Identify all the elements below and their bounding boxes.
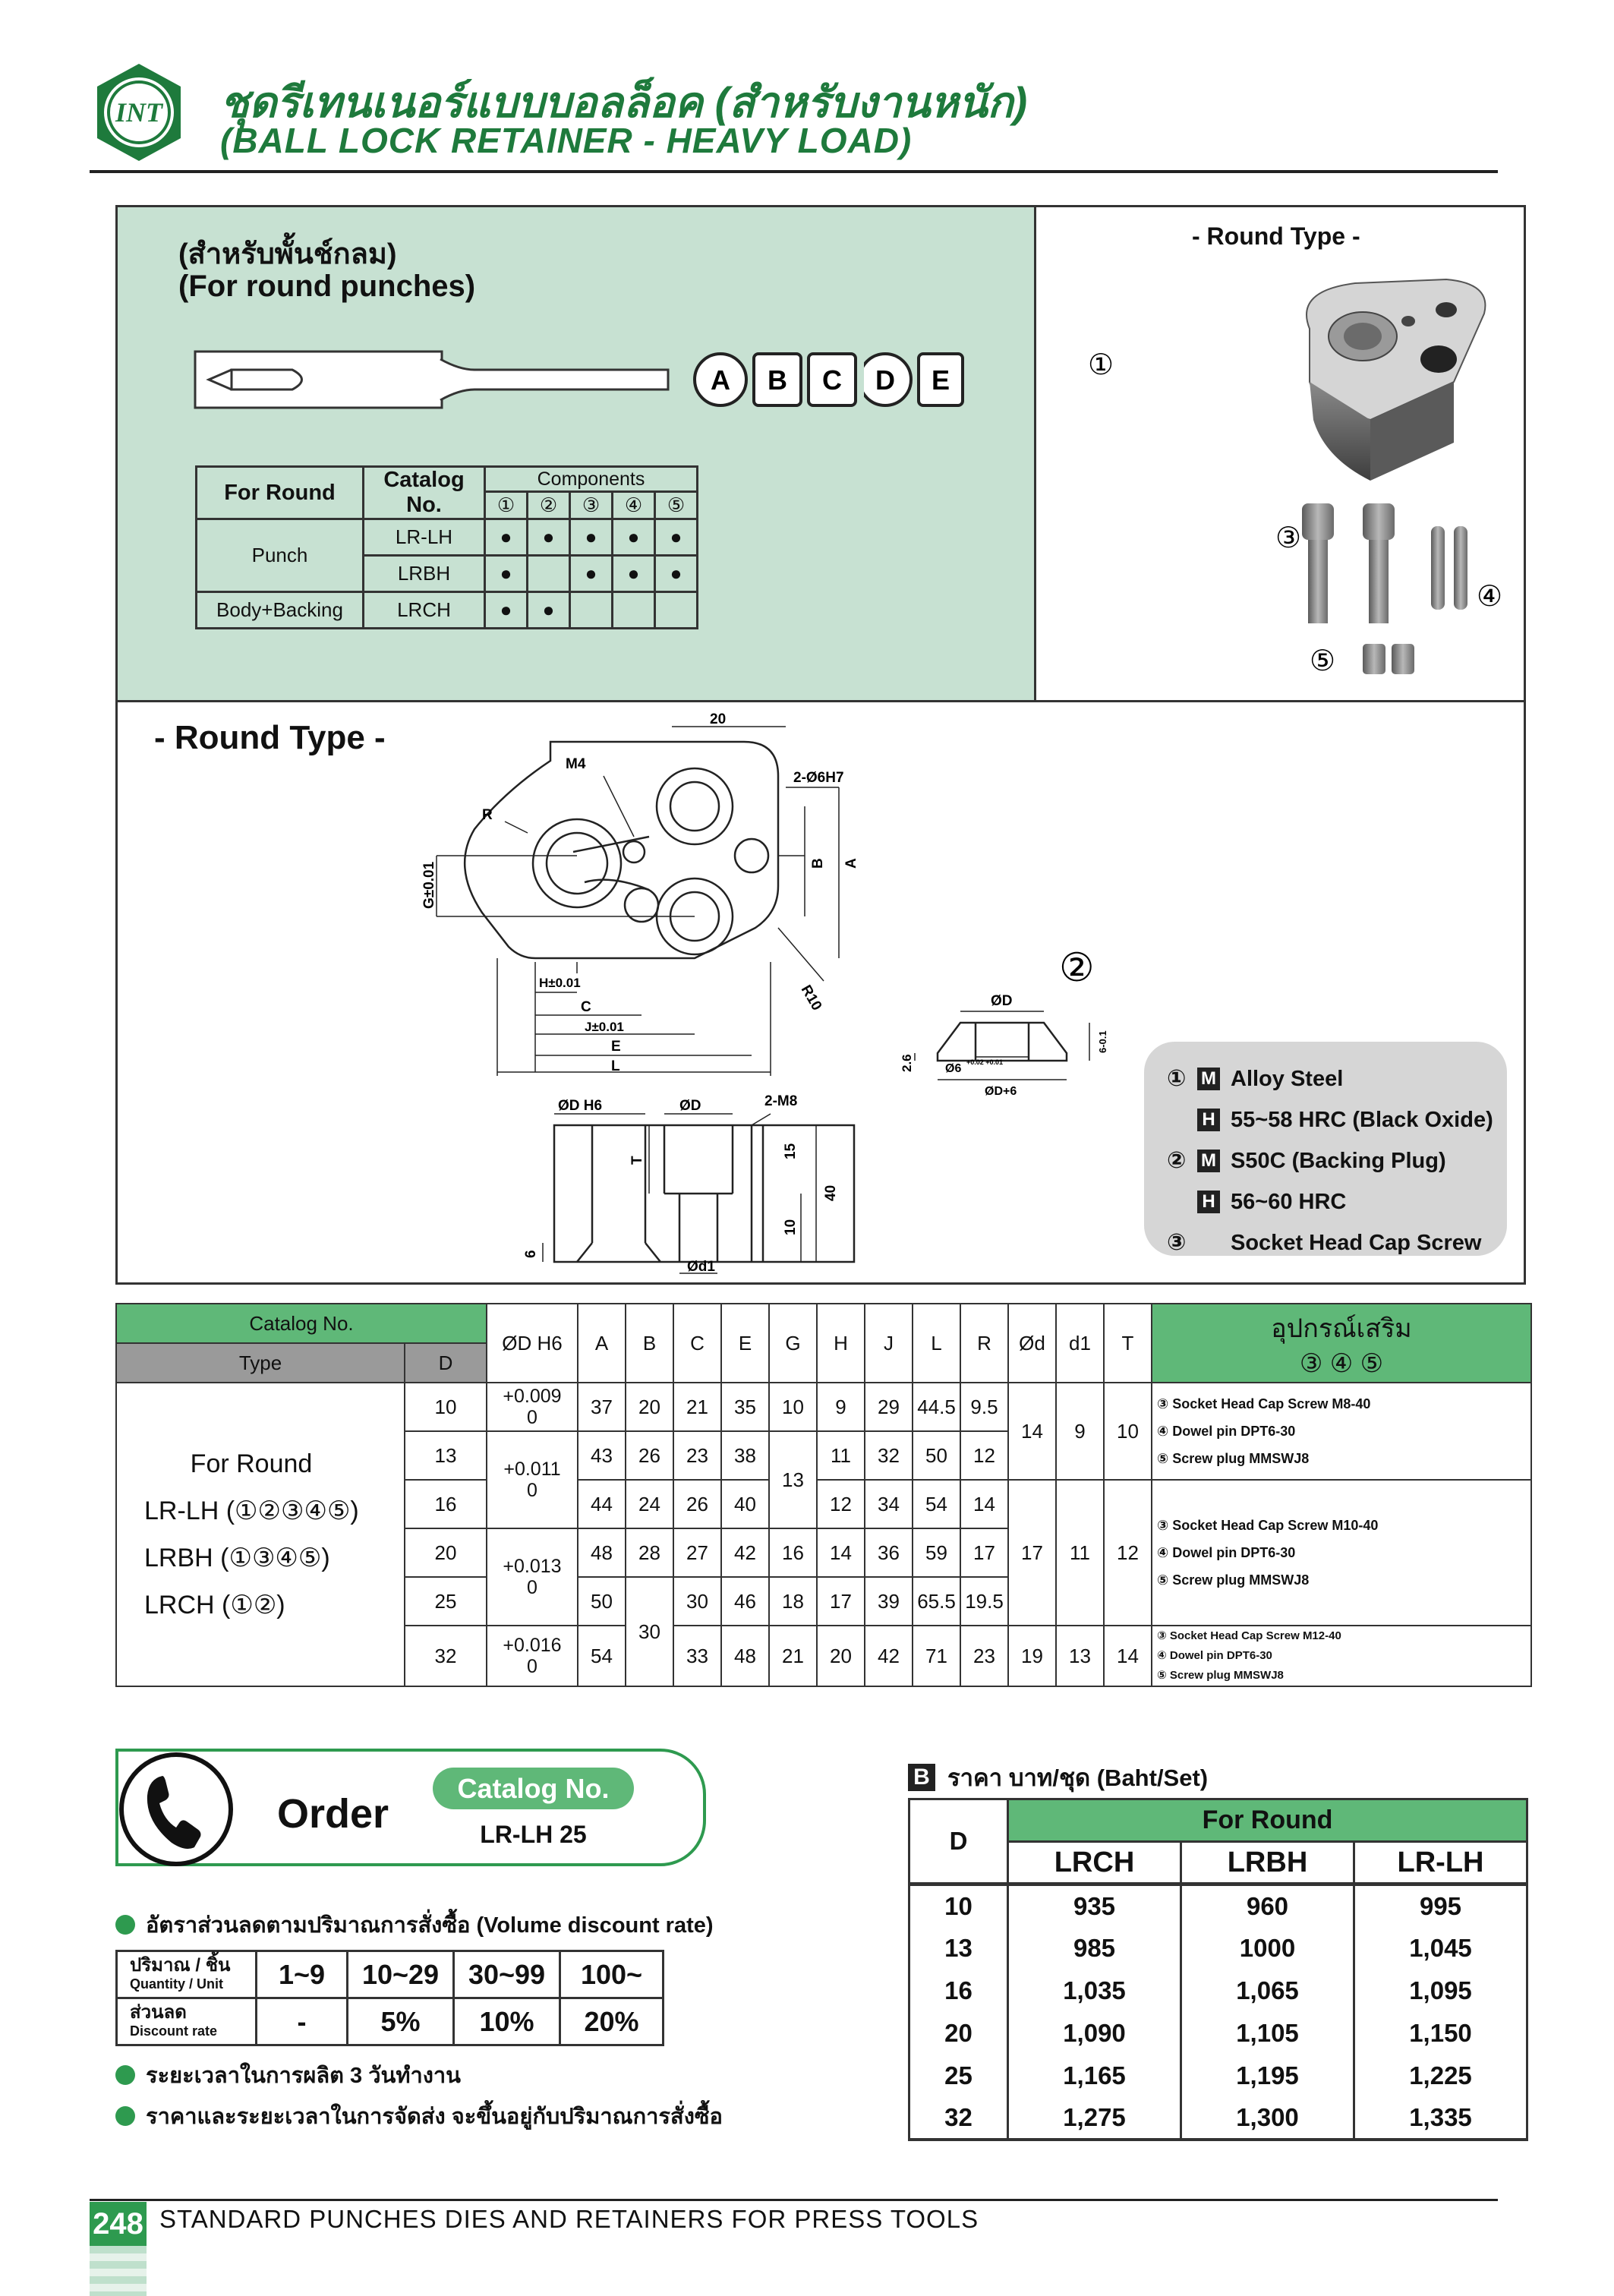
tol-upper: +0.016: [503, 1635, 562, 1656]
cell-j: 29: [865, 1383, 913, 1431]
bullet-dot: [115, 2065, 135, 2085]
cell-h: 12: [817, 1480, 865, 1528]
label-o6: Ø6: [945, 1062, 962, 1075]
mark: [655, 592, 698, 629]
spec-h-j: J: [865, 1304, 913, 1383]
price-cell: 1,035: [1008, 1970, 1181, 2012]
comp-num: ③: [570, 492, 613, 519]
cell-g: 10: [769, 1383, 817, 1431]
cell-d: 25: [405, 1577, 487, 1626]
components-table: [195, 465, 698, 629]
catalog-example: LR-LH 25: [480, 1821, 587, 1848]
price-d: 16: [909, 1970, 1008, 2012]
cell-h: 9: [817, 1383, 865, 1431]
catalog-cell: LRBH: [364, 556, 485, 592]
cell-h: 17: [817, 1577, 865, 1626]
spec-h-type: Type: [116, 1343, 405, 1383]
part-5-number: ⑤: [1310, 645, 1336, 677]
discount-table: [115, 1950, 664, 2046]
discount-title-text: อัตราส่วนลดตามปริมาณการสั่งซื้อ (Volume discount rate): [146, 1913, 714, 1938]
mark: ●: [570, 519, 613, 556]
spec-h-accessories: [1152, 1304, 1531, 1383]
cell-g: 21: [769, 1626, 817, 1686]
price-row: [909, 1970, 1527, 2012]
price-d: 25: [909, 2055, 1008, 2097]
cell-h: 20: [817, 1626, 865, 1686]
legend-num: ③: [1167, 1230, 1187, 1255]
price-row: [909, 1927, 1527, 1970]
label-od1: Ød1: [687, 1259, 715, 1275]
legend-text: 55~58 HRC (Black Oxide): [1231, 1108, 1493, 1132]
letter-b: B: [768, 364, 787, 396]
tol-lower: 0: [527, 1577, 537, 1598]
cell-d1: 9: [1056, 1383, 1104, 1480]
drawing-panel: [115, 700, 1526, 1285]
socket-screws: [1302, 503, 1395, 623]
mark: ●: [570, 556, 613, 592]
price-cell: 1000: [1181, 1927, 1354, 1970]
rate-label: [117, 1998, 257, 2045]
label-g: G±0.01: [421, 861, 437, 909]
qty-cell: 10~29: [348, 1951, 454, 1998]
price-table: [908, 1798, 1528, 2141]
cell-g: 13: [769, 1431, 817, 1528]
cell-odh6: [487, 1528, 578, 1626]
price-cell: 1,225: [1354, 2055, 1527, 2097]
spec-h-e: E: [721, 1304, 769, 1383]
cell-d1: 13: [1056, 1626, 1104, 1686]
rate-cell: 10%: [454, 1998, 560, 2045]
price-cell: 1,150: [1354, 2012, 1527, 2055]
spec-h-b: B: [626, 1304, 673, 1383]
price-cell: 1,045: [1354, 1927, 1527, 1970]
label-od6: ØD+6: [985, 1085, 1017, 1098]
punch-letters-de: [864, 344, 970, 427]
col-catalog: Catalog No.: [364, 467, 485, 519]
cell-odh6: [487, 1626, 578, 1686]
cell-c: 26: [673, 1480, 721, 1528]
cell-od: 14: [1008, 1383, 1056, 1480]
cell-e: 35: [721, 1383, 769, 1431]
label-m8: 2-M8: [764, 1093, 798, 1109]
comp-num: ②: [528, 492, 570, 519]
cell-j: 36: [865, 1528, 913, 1577]
mark: ●: [655, 556, 698, 592]
qty-cell: 100~: [560, 1951, 664, 1998]
accessories-label: อุปกรณ์เสริม: [1271, 1314, 1412, 1343]
cell-c: 30: [673, 1577, 721, 1626]
letter-e: E: [931, 364, 950, 396]
catalog-pill: Catalog No.: [433, 1768, 634, 1809]
cell-j: 34: [865, 1480, 913, 1528]
qty-th: ปริมาณ / ชิ้น: [130, 1954, 231, 1976]
cell-j: 42: [865, 1626, 913, 1686]
tol-lower: 0: [527, 1407, 537, 1428]
price-d: 32: [909, 2097, 1008, 2140]
accessory-cell: [1152, 1626, 1531, 1686]
price-h-lrbh: LRBH: [1181, 1842, 1354, 1884]
label-j: J±0.01: [585, 1020, 624, 1034]
spec-h-catalog: Catalog No.: [116, 1304, 487, 1343]
round-type-caption: - Round Type -: [154, 719, 386, 756]
label-od-front: ØD: [679, 1098, 701, 1114]
qty-cell: 1~9: [257, 1951, 348, 1998]
price-row: [909, 2055, 1527, 2097]
note-production: [115, 2058, 461, 2093]
tol-upper: +0.013: [503, 1556, 562, 1577]
spec-h-l: L: [913, 1304, 960, 1383]
price-row: [909, 1884, 1527, 1927]
material-legend: [1144, 1042, 1507, 1256]
punch-diagram: [194, 344, 877, 427]
cell-a: 37: [578, 1383, 626, 1431]
mark: [570, 592, 613, 629]
rate-cell: 5%: [348, 1998, 454, 2045]
cell-odh6: [487, 1431, 578, 1528]
cell-h: 11: [817, 1431, 865, 1480]
order-label: Order: [277, 1791, 389, 1837]
mark: ●: [528, 519, 570, 556]
price-cell: 985: [1008, 1927, 1181, 1970]
cell-l: 54: [913, 1480, 960, 1528]
label-t: T: [629, 1156, 645, 1165]
material-badge: M: [1197, 1150, 1220, 1172]
part-3-number: ③: [1275, 522, 1302, 554]
specification-table: [115, 1303, 1532, 1687]
cell-od: 19: [1008, 1626, 1056, 1686]
dim-6: 6: [523, 1250, 539, 1258]
part-2-number: ②: [1059, 946, 1095, 990]
price-cell: 1,105: [1181, 2012, 1354, 2055]
price-cell: 1,065: [1181, 1970, 1354, 2012]
label-r10: R10: [797, 982, 825, 1014]
label-od-h6: ØD H6: [558, 1098, 603, 1114]
cell-t: 12: [1104, 1480, 1152, 1626]
cell-l: 71: [913, 1626, 960, 1686]
spec-h-g: G: [769, 1304, 817, 1383]
top-left-panel: [118, 207, 1036, 700]
label-h: H±0.01: [539, 976, 581, 990]
mark: [528, 556, 570, 592]
cell-h: 14: [817, 1528, 865, 1577]
subtitle-english: (For round punches): [178, 270, 476, 303]
cell-e: 38: [721, 1431, 769, 1480]
cell-od: 17: [1008, 1480, 1056, 1626]
rate-th: ส่วนลด: [130, 2001, 187, 2023]
phone-icon: [115, 1749, 237, 1870]
cell-j: 32: [865, 1431, 913, 1480]
cell-e: 42: [721, 1528, 769, 1577]
type-cell: [116, 1383, 405, 1686]
spec-h-d1: d1: [1056, 1304, 1104, 1383]
spec-h-d: D: [405, 1343, 487, 1383]
note-text: ราคาและระยะเวลาในการจัดส่ง จะขึ้นอยู่กับปริมาณการสั่งซื้อ: [146, 2105, 723, 2129]
dim-6-tol: 6-0.1: [1097, 1030, 1108, 1053]
legend-num: ①: [1167, 1066, 1187, 1091]
discount-title: [115, 1907, 714, 1942]
accessory-line: ④ Dowel pin DPT6-30: [1157, 1545, 1296, 1560]
price-cell: 1,090: [1008, 2012, 1181, 2055]
tol-lower: 0: [527, 1480, 537, 1501]
footer-text: STANDARD PUNCHES DIES AND RETAINERS FOR PRESS TOOLS: [159, 2205, 979, 2233]
legend-row: [1167, 1222, 1507, 1263]
qty-en: Quantity / Unit: [130, 1976, 223, 1992]
letter-a: A: [711, 364, 730, 396]
page-number: 248: [90, 2202, 147, 2246]
price-cell: 935: [1008, 1884, 1181, 1927]
label-o6-tol: +0.02 +0.01: [966, 1058, 1004, 1066]
col-components: Components: [485, 467, 698, 492]
cell-a: 50: [578, 1577, 626, 1626]
footer-rule: [90, 2199, 1498, 2201]
cell-g: 18: [769, 1577, 817, 1626]
comp-num: ④: [613, 492, 655, 519]
dowel-pins: [1431, 526, 1467, 610]
cell-a: 54: [578, 1626, 626, 1686]
cell-a: 43: [578, 1431, 626, 1480]
cell-b: 28: [626, 1528, 673, 1577]
price-cell: 1,095: [1354, 1970, 1527, 2012]
legend-text: Alloy Steel: [1231, 1067, 1344, 1091]
cell-e: 40: [721, 1480, 769, 1528]
rate-en: Discount rate: [130, 2023, 218, 2039]
legend-text: 56~60 HRC: [1231, 1190, 1347, 1214]
label-od-plug: ØD: [991, 993, 1013, 1009]
spec-h-r: R: [960, 1304, 1008, 1383]
spec-h-odh6: ØD H6: [487, 1304, 578, 1383]
cell-r: 12: [960, 1431, 1008, 1480]
cell-j: 39: [865, 1577, 913, 1626]
dim-20: 20: [710, 711, 727, 727]
dim-15: 15: [783, 1143, 799, 1159]
accessory-line: ⑤ Screw plug MMSWJ8: [1157, 1451, 1310, 1466]
type-line: LR-LH (①②③④⑤): [144, 1496, 359, 1525]
cell-odh6: [487, 1383, 578, 1431]
bullet-dot: [115, 1915, 135, 1935]
price-row: [909, 2097, 1527, 2140]
spec-h-a: A: [578, 1304, 626, 1383]
mark: ●: [613, 519, 655, 556]
price-caption: [908, 1758, 1208, 1796]
header-rule: [90, 170, 1498, 173]
int-logo: [90, 61, 188, 164]
comp-num: ①: [485, 492, 528, 519]
cell-c: 33: [673, 1626, 721, 1686]
cell-t: 14: [1104, 1626, 1152, 1686]
cell-r: 19.5: [960, 1577, 1008, 1626]
cell-d: 13: [405, 1431, 487, 1480]
cell-a: 48: [578, 1528, 626, 1577]
accessory-cell: [1152, 1480, 1531, 1626]
accessory-line: ③ Socket Head Cap Screw M12-40: [1157, 1629, 1341, 1642]
bullet-dot: [115, 2106, 135, 2126]
mark: ●: [485, 592, 528, 629]
comp-num: ⑤: [655, 492, 698, 519]
cell-l: 65.5: [913, 1577, 960, 1626]
cell-r: 17: [960, 1528, 1008, 1577]
price-d: 10: [909, 1884, 1008, 1927]
cell-g: 16: [769, 1528, 817, 1577]
type-line: For Round: [190, 1449, 313, 1478]
type-line: LRBH (①③④⑤): [144, 1544, 330, 1572]
price-cell: 1,195: [1181, 2055, 1354, 2097]
cell-d: 16: [405, 1480, 487, 1528]
accessory-line: ④ Dowel pin DPT6-30: [1157, 1424, 1296, 1439]
legend-num: ②: [1167, 1148, 1187, 1173]
tol-upper: +0.011: [503, 1459, 561, 1480]
accessory-line: ③ Socket Head Cap Screw M10-40: [1157, 1518, 1379, 1533]
spec-h-od: Ød: [1008, 1304, 1056, 1383]
cell-c: 27: [673, 1528, 721, 1577]
cell-d: 20: [405, 1528, 487, 1577]
hardness-badge: H: [1197, 1191, 1220, 1213]
note-text: ระยะเวลาในการผลิต 3 วันทำงาน: [146, 2064, 461, 2088]
accessory-line: ⑤ Screw plug MMSWJ8: [1157, 1572, 1310, 1588]
label-a: A: [843, 858, 859, 869]
label-hole: 2-Ø6H7: [793, 770, 844, 786]
cell-b: 24: [626, 1480, 673, 1528]
price-badge: B: [908, 1764, 935, 1791]
parts-illustration: [1051, 268, 1522, 693]
price-d: 13: [909, 1927, 1008, 1970]
accessory-cell: [1152, 1383, 1531, 1480]
type-line: LRCH (①②): [144, 1591, 285, 1620]
cell-c: 21: [673, 1383, 721, 1431]
spec-h-h: H: [817, 1304, 865, 1383]
round-type-caption-top: - Round Type -: [1192, 222, 1360, 250]
cell-c: 23: [673, 1431, 721, 1480]
note-delivery: [115, 2099, 723, 2134]
cell-t: 10: [1104, 1383, 1152, 1480]
cell-b: 26: [626, 1431, 673, 1480]
part-1-number: ①: [1088, 349, 1114, 381]
cell-e: 48: [721, 1626, 769, 1686]
mark: [613, 592, 655, 629]
letter-c: C: [822, 364, 842, 396]
screw-plugs: [1363, 644, 1414, 674]
accessories-nums: ③ ④ ⑤: [1299, 1349, 1384, 1378]
tol-lower: 0: [527, 1656, 537, 1677]
price-cell: 1,335: [1354, 2097, 1527, 2140]
mark: ●: [485, 556, 528, 592]
accessory-line: ⑤ Screw plug MMSWJ8: [1157, 1669, 1284, 1682]
price-h-lrch: LRCH: [1008, 1842, 1181, 1884]
spec-h-c: C: [673, 1304, 721, 1383]
rate-cell: -: [257, 1998, 348, 2045]
accessory-line: ③ Socket Head Cap Screw M8-40: [1157, 1396, 1371, 1411]
hardness-badge: H: [1197, 1109, 1220, 1131]
mark: ●: [655, 519, 698, 556]
legend-row: [1167, 1099, 1507, 1140]
body-backing-label: Body+Backing: [197, 592, 364, 629]
cell-r: 9.5: [960, 1383, 1008, 1431]
spec-h-t: T: [1104, 1304, 1152, 1383]
tol-upper: +0.009: [503, 1386, 562, 1407]
cell-l: 44.5: [913, 1383, 960, 1431]
legend-row: [1167, 1140, 1507, 1181]
price-cell: 1,275: [1008, 2097, 1181, 2140]
price-caption-text: ราคา บาท/ชุด (Baht/Set): [947, 1765, 1209, 1791]
price-cell: 960: [1181, 1884, 1354, 1927]
price-row: [909, 2012, 1527, 2055]
mark: ●: [485, 519, 528, 556]
cell-b: 20: [626, 1383, 673, 1431]
col-for-round: For Round: [197, 467, 364, 519]
cell-d1: 11: [1056, 1480, 1104, 1626]
qty-cell: 30~99: [454, 1951, 560, 1998]
title-english: (BALL LOCK RETAINER - HEAVY LOAD): [220, 121, 913, 160]
label-c: C: [581, 999, 591, 1015]
dim-40: 40: [823, 1184, 839, 1201]
price-h-group: For Round: [1008, 1799, 1527, 1842]
title-thai: ชุดรีเทนเนอร์แบบบอลล็อค (สำหรับงานหนัก): [220, 78, 1028, 126]
footer-stripes: [90, 2246, 147, 2296]
catalog-cell: LR-LH: [364, 519, 485, 556]
cell-e: 46: [721, 1577, 769, 1626]
legend-text: Socket Head Cap Screw: [1231, 1231, 1482, 1255]
cell-l: 59: [913, 1528, 960, 1577]
cell-d: 10: [405, 1383, 487, 1431]
subtitle-thai: (สำหรับพั้นช์กลม): [178, 238, 397, 270]
legend-row: [1167, 1181, 1507, 1222]
label-b: B: [810, 858, 826, 869]
cell-a: 44: [578, 1480, 626, 1528]
mark: ●: [613, 556, 655, 592]
cell-r: 23: [960, 1626, 1008, 1686]
cell-l: 50: [913, 1431, 960, 1480]
cell-r: 14: [960, 1480, 1008, 1528]
cell-b: 30: [626, 1577, 673, 1686]
label-e: E: [611, 1039, 621, 1055]
qty-label: [117, 1951, 257, 1998]
material-badge: M: [1197, 1068, 1220, 1090]
label-r: R: [482, 807, 493, 823]
price-cell: 1,165: [1008, 2055, 1181, 2097]
label-m4: M4: [566, 756, 586, 772]
legend-spacer: [1197, 1232, 1220, 1254]
letter-d: D: [875, 364, 895, 396]
dim-10: 10: [783, 1219, 799, 1235]
price-h-d: D: [909, 1799, 1008, 1884]
dim-2-6: 2.6: [900, 1054, 914, 1072]
legend-text: S50C (Backing Plug): [1231, 1149, 1446, 1173]
price-cell: 995: [1354, 1884, 1527, 1927]
price-d: 20: [909, 2012, 1008, 2055]
part-4-number: ④: [1477, 581, 1503, 613]
label-l: L: [611, 1058, 620, 1074]
price-cell: 1,300: [1181, 2097, 1354, 2140]
logo-text: INT: [115, 97, 162, 128]
price-h-lrlh: LR-LH: [1354, 1842, 1527, 1884]
legend-row: [1167, 1058, 1507, 1099]
punch-label: Punch: [197, 519, 364, 592]
mark: ●: [528, 592, 570, 629]
rate-cell: 20%: [560, 1998, 664, 2045]
catalog-cell: LRCH: [364, 592, 485, 629]
accessory-line: ④ Dowel pin DPT6-30: [1157, 1649, 1272, 1662]
cell-d: 32: [405, 1626, 487, 1686]
top-panel: [115, 205, 1526, 702]
